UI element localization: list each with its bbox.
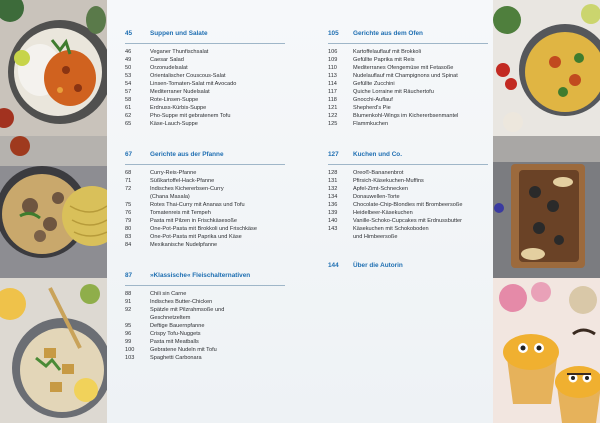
entry-title-line: Pfirsich-Käsekuchen-Muffins — [353, 178, 424, 185]
entry-title — [150, 88, 310, 96]
toc-entry[interactable] — [125, 112, 310, 120]
entry-title-line: und Himbeersoße — [353, 234, 398, 241]
entry-title-line: Käsekuchen mit Schokoboden — [353, 226, 429, 233]
toc-entry[interactable] — [328, 177, 513, 185]
entry-title — [150, 185, 310, 201]
entry-page-number: 53 — [125, 73, 132, 80]
entry-page-number: 61 — [125, 105, 132, 112]
entry-page-number: 95 — [125, 323, 132, 330]
entry-title — [150, 104, 310, 112]
entry-title-line: Caesar Salad — [150, 57, 184, 64]
entry-page-number: 88 — [125, 291, 132, 297]
section-header[interactable] — [125, 30, 310, 42]
entry-title — [353, 88, 513, 96]
toc-entry[interactable] — [328, 209, 513, 217]
toc-entry[interactable] — [125, 338, 310, 346]
toc-entry[interactable] — [328, 201, 513, 209]
entry-title-line: Deftige Bauernpfanne — [150, 323, 205, 330]
entry-title-line: Erdnuss-Kürbis-Suppe — [150, 105, 207, 112]
section-page-number: 87 — [125, 272, 133, 279]
toc-entry[interactable] — [125, 201, 310, 209]
entry-page-number: 114 — [328, 81, 337, 88]
toc-entry[interactable] — [125, 233, 310, 241]
entry-page-number: 75 — [125, 202, 132, 209]
entry-page-number: 121 — [328, 105, 338, 112]
entry-title — [353, 217, 513, 225]
entry-page-number: 143 — [328, 226, 338, 233]
entry-page-number: 72 — [125, 186, 132, 193]
entry-page-number: 80 — [125, 226, 132, 233]
entry-title — [353, 209, 513, 217]
entry-title — [150, 298, 310, 306]
entry-page-number: 91 — [125, 299, 132, 306]
toc-entry[interactable] — [125, 290, 310, 298]
entry-title — [150, 225, 310, 233]
entry-title-line: Curry-Reis-Pfanne — [150, 170, 197, 176]
entry-page-number: 122 — [328, 113, 338, 120]
section-title: Gerichte aus der Pfanne — [150, 151, 224, 158]
entry-title-line: Linsen-Tomaten-Salat mit Avocado — [150, 81, 237, 88]
section-header[interactable] — [125, 272, 310, 284]
entry-title — [150, 72, 310, 80]
entry-page-number: 54 — [125, 81, 132, 88]
entry-title — [353, 56, 513, 64]
toc-entry[interactable] — [125, 322, 310, 330]
entry-title-line: Nudelauflauf mit Champignons und Spinat — [353, 73, 458, 80]
entry-page-number: 109 — [328, 57, 338, 64]
entry-page-number: 117 — [328, 89, 337, 96]
entry-title — [150, 80, 310, 88]
entry-title-line: Pasta mit Pilzen in Frischkäsesoße — [150, 218, 238, 225]
entry-title-line: Flammkuchen — [353, 121, 389, 128]
toc-entry[interactable] — [125, 48, 310, 56]
toc-entry[interactable] — [125, 120, 310, 128]
entry-title-line: Vanille-Schoko-Cupcakes mit Erdnussbutter — [353, 218, 463, 225]
section-page-number: 127 — [328, 151, 339, 158]
entry-page-number: 134 — [328, 194, 338, 201]
entry-title — [353, 177, 513, 185]
entry-title-line: Käse-Lauch-Suppe — [150, 121, 198, 128]
entry-title — [150, 306, 310, 322]
entry-page-number: 65 — [125, 121, 132, 128]
toc-entry[interactable] — [328, 120, 513, 128]
entry-title-line: Mediterraner Nudelsalat — [150, 89, 210, 96]
entry-page-number: 84 — [125, 242, 132, 249]
toc-entry[interactable] — [328, 217, 513, 225]
entry-title-line: Geschnetzeltem — [150, 315, 191, 322]
photo-pasta-mushrooms — [0, 136, 107, 278]
entry-page-number: 68 — [125, 170, 132, 176]
entry-title-line: Spätzle mit Pilzrahmsoße und — [150, 307, 225, 314]
entry-page-number: 132 — [328, 186, 338, 193]
toc-entry[interactable] — [125, 96, 310, 104]
entry-title — [150, 112, 310, 120]
entry-title-line: Quiche Lorraine mit Räuchertofu — [353, 89, 434, 96]
toc-entry[interactable] — [125, 104, 310, 112]
section-divider — [328, 164, 488, 165]
entry-page-number: 106 — [328, 49, 338, 55]
entry-title — [150, 322, 310, 330]
entry-title — [353, 104, 513, 112]
entry-title — [353, 72, 513, 80]
entry-title-line: Indisches Butter-Chicken — [150, 299, 213, 306]
entry-page-number: 139 — [328, 210, 338, 217]
section-page-number: 105 — [328, 30, 339, 37]
entry-title — [353, 112, 513, 120]
photo-tofu-bowl — [0, 278, 107, 423]
entry-title-line: Kartoffelauflauf mit Brokkoli — [353, 49, 421, 55]
section-page-number: 67 — [125, 151, 133, 158]
section-title: Gerichte aus dem Ofen — [353, 30, 423, 37]
entry-title-line: One-Pot-Pasta mit Paprika und Käse — [150, 234, 242, 241]
toc-entry[interactable] — [125, 72, 310, 80]
section-divider — [125, 43, 285, 44]
entry-title — [150, 241, 310, 249]
entry-page-number: 83 — [125, 234, 132, 241]
entry-title — [353, 48, 513, 56]
entry-title — [150, 177, 310, 185]
section-page-number: 45 — [125, 30, 133, 37]
entry-page-number: 136 — [328, 202, 338, 209]
entry-title-line: Pho-Suppe mit gebratenem Tofu — [150, 113, 231, 120]
toc-entry[interactable] — [125, 330, 310, 338]
entry-title-line: Spaghetti Carbonara — [150, 355, 202, 362]
entry-title — [150, 64, 310, 72]
entry-page-number: 79 — [125, 218, 132, 225]
entry-title-line: Pasta mit Meatballs — [150, 339, 199, 346]
toc-entry[interactable] — [125, 241, 310, 249]
entry-title-line: Mexikanische Nudelpfanne — [150, 242, 218, 249]
entry-title-line: Gefüllte Paprika mit Reis — [353, 57, 415, 64]
toc-entry[interactable] — [328, 64, 513, 72]
entry-title-line: Rotes Thai-Curry mit Ananas und Tofu — [150, 202, 245, 209]
entry-title — [150, 56, 310, 64]
section-divider — [125, 164, 285, 165]
entry-title — [353, 96, 513, 104]
entry-title-line: Chili sin Carne — [150, 291, 187, 297]
entry-title-line: Donauwellen-Torte — [353, 194, 400, 201]
entry-title-line: Shepherd's Pie — [353, 105, 391, 112]
entry-page-number: 100 — [125, 347, 135, 354]
toc-entry[interactable] — [328, 169, 513, 177]
entry-title — [150, 217, 310, 225]
toc-entry[interactable] — [328, 96, 513, 104]
entry-title — [150, 338, 310, 346]
entry-title — [353, 193, 513, 201]
entry-page-number: 113 — [328, 73, 337, 80]
entry-title-line: Gefüllte Zucchini — [353, 81, 395, 88]
entry-page-number: 99 — [125, 339, 132, 346]
entry-page-number: 110 — [328, 65, 337, 72]
entry-title — [150, 169, 310, 177]
section-title: Über die Autorin — [353, 262, 403, 269]
entry-title — [353, 64, 513, 72]
toc-entry[interactable] — [125, 185, 310, 201]
entry-page-number: 125 — [328, 121, 338, 128]
toc-entry[interactable] — [328, 112, 513, 120]
entry-page-number: 49 — [125, 57, 132, 64]
toc-entry[interactable] — [125, 56, 310, 64]
toc-entry[interactable] — [125, 80, 310, 88]
entry-title-line: Heidelbeer-Käsekuchen — [353, 210, 413, 217]
entry-title — [353, 201, 513, 209]
entry-page-number: 128 — [328, 170, 338, 176]
entry-title-line: Crispy Tofu-Nuggets — [150, 331, 201, 338]
toc-entry[interactable] — [328, 48, 513, 56]
toc-entry[interactable] — [328, 193, 513, 201]
toc-section-fleisch — [125, 272, 310, 362]
entry-page-number: 96 — [125, 331, 132, 338]
entry-title-line: Blumenkohl-Wings im Kichererbsenmantel — [353, 113, 459, 120]
section-header[interactable] — [125, 151, 310, 163]
section-divider — [328, 43, 488, 44]
section-title: Kuchen und Co. — [353, 151, 402, 158]
entry-page-number: 71 — [125, 178, 132, 185]
entry-page-number: 140 — [328, 218, 338, 225]
entry-title — [150, 290, 310, 298]
entry-page-number: 46 — [125, 49, 132, 55]
entry-title-line: One-Pot-Pasta mit Brokkoli und Frischkäse — [150, 226, 257, 233]
entry-title — [150, 96, 310, 104]
entry-page-number: 57 — [125, 89, 132, 96]
toc-entry[interactable] — [328, 225, 513, 241]
toc-section-ofen — [328, 30, 513, 128]
toc-section-kuchen — [328, 151, 513, 241]
entry-title-line: Indisches Kichererbsen-Curry — [150, 186, 224, 193]
entry-page-number: 103 — [125, 355, 135, 362]
entry-title — [150, 346, 310, 354]
toc-section-pfanne — [125, 151, 310, 249]
toc-section-suppen — [125, 30, 310, 128]
entry-title — [353, 120, 513, 128]
entry-page-number: 92 — [125, 307, 132, 314]
section-divider — [125, 285, 285, 286]
entry-title-line: Chocolate-Chip-Blondies mit Brombeersoße — [353, 202, 463, 209]
entry-title-line: Tomatenreis mit Tempeh — [150, 210, 211, 217]
section-header[interactable] — [328, 151, 513, 163]
section-header[interactable] — [328, 30, 513, 42]
entry-title-line: Orientalischer Couscous-Salat — [150, 73, 226, 80]
toc-entry[interactable] — [125, 225, 310, 233]
entry-title-line: Mediterranes Ofengemüse mit Fetasoße — [353, 65, 454, 72]
toc-entry[interactable] — [125, 346, 310, 354]
entry-title-line: Veganer Thunfischsalat — [150, 49, 209, 55]
photo-cupcakes — [493, 278, 600, 423]
toc-page — [107, 0, 493, 423]
toc-entry[interactable] — [125, 177, 310, 185]
toc-entry[interactable] — [328, 104, 513, 112]
toc-entry[interactable] — [328, 72, 513, 80]
toc-entry[interactable] — [125, 306, 310, 322]
entry-title-line: Rote-Linsen-Suppe — [150, 97, 199, 104]
entry-title — [150, 209, 310, 217]
entry-title — [150, 48, 310, 56]
entry-page-number: 118 — [328, 97, 337, 104]
toc-entry[interactable] — [328, 56, 513, 64]
photo-rice-curry — [0, 0, 107, 136]
section-header[interactable] — [328, 262, 513, 274]
entry-title — [150, 120, 310, 128]
toc-entry[interactable] — [328, 185, 513, 193]
entry-title — [150, 330, 310, 338]
section-title: Suppen und Salate — [150, 30, 208, 37]
entry-title — [353, 225, 513, 241]
entry-page-number: 76 — [125, 210, 132, 217]
toc-entry[interactable] — [125, 64, 310, 72]
entry-title-line: Orzonudelsalat — [150, 65, 188, 72]
section-page-number: 144 — [328, 262, 339, 269]
section-title: »Klassische« Fleischalternativen — [150, 272, 251, 279]
entry-title — [150, 233, 310, 241]
entry-title-line: (Chana Masala) — [150, 194, 190, 201]
entry-title — [150, 201, 310, 209]
entry-title — [353, 169, 513, 177]
entry-title — [353, 80, 513, 88]
toc-entry[interactable] — [125, 209, 310, 217]
entry-title-line: Apfel-Zimt-Schnecken — [353, 186, 409, 193]
entry-title — [150, 354, 310, 362]
entry-page-number: 58 — [125, 97, 132, 104]
entry-title-line: Oreo®-Bananenbrot — [353, 170, 404, 176]
entry-page-number: 131 — [328, 178, 338, 185]
toc-entry[interactable] — [125, 169, 310, 177]
toc-entry[interactable] — [328, 80, 513, 88]
toc-entry[interactable] — [125, 217, 310, 225]
entry-page-number: 50 — [125, 65, 132, 72]
entry-title-line: Gebratene Nudeln mit Tofu — [150, 347, 217, 354]
toc-section-autorin — [328, 262, 513, 274]
entry-page-number: 62 — [125, 113, 132, 120]
toc-entry[interactable] — [125, 298, 310, 306]
toc-entry[interactable] — [125, 354, 310, 362]
toc-entry[interactable] — [328, 88, 513, 96]
toc-entry[interactable] — [125, 88, 310, 96]
entry-title-line: Süßkartoffel-Hack-Pfanne — [150, 178, 215, 185]
entry-title — [353, 185, 513, 193]
entry-title-line: Gnocchi-Auflauf — [353, 97, 393, 104]
